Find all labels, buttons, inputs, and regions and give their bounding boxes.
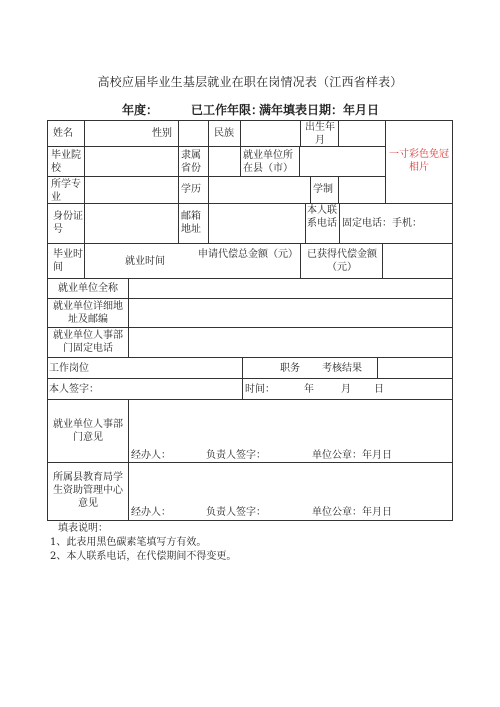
table-line (300, 120, 301, 146)
table-line (128, 278, 129, 357)
table-line (47, 520, 453, 521)
table-line (299, 146, 300, 176)
table-line (452, 120, 453, 521)
evaluation-label: 考核结果 (322, 363, 362, 374)
table-line (47, 120, 48, 521)
table-line (47, 462, 453, 463)
hr-opinion-label: 就业单位人事部门意见 (53, 419, 123, 443)
contact-label: 本人联系电话 (307, 205, 337, 229)
table-line (242, 357, 243, 378)
table-line (128, 399, 129, 521)
phones-field: 固定电话：手机： (342, 218, 422, 229)
position-label: 职务 (280, 363, 300, 374)
month-mark: 月 (341, 384, 351, 395)
name-label: 姓名 (53, 128, 73, 139)
grad-time-label: 毕业时间 (53, 249, 83, 273)
table-line (377, 357, 378, 378)
table-line (47, 357, 453, 358)
county-handler: 经办人： (131, 507, 171, 518)
employer-county-label: 就业单位所在县（市） (243, 150, 293, 174)
table-line (385, 120, 386, 203)
info-form-table (47, 120, 453, 521)
hr-handler: 经办人： (131, 450, 171, 461)
table-line (339, 203, 340, 243)
post-label: 工作岗位 (49, 363, 89, 374)
table-line (208, 176, 209, 203)
birth-label: 出生年月 (305, 122, 335, 146)
table-line (47, 399, 453, 400)
county-leader-sign: 负责人签字： (206, 507, 266, 518)
employ-time-label: 就业时间 (125, 256, 165, 267)
table-line (240, 120, 241, 146)
applied-amount-label: 申请代偿总金额（元） (198, 249, 298, 260)
table-line (208, 120, 209, 146)
table-line (242, 378, 243, 399)
year-mark: 年 (304, 384, 314, 395)
table-line (382, 243, 383, 278)
employer-address-label: 就业单位详细地址及邮编 (53, 301, 123, 325)
signature-label: 本人签字： (49, 384, 99, 395)
subheader-year: 年度： (122, 103, 159, 117)
subheader-work-years: 已工作年限： (191, 103, 264, 117)
table-line (178, 120, 179, 243)
county-opinion-label: 所属县教育局学生资助管理中心意见 (53, 472, 123, 509)
hr-phone-label: 就业单位人事部门固定电话 (53, 330, 123, 354)
table-line (47, 378, 453, 379)
table-line (84, 120, 85, 203)
table-line (305, 203, 306, 243)
photo-placeholder: 一寸彩色免冠相片 (389, 149, 449, 173)
county-stamp-date: 单位公章：年月日 (312, 507, 392, 518)
school-label: 毕业院校 (51, 150, 81, 174)
hr-stamp-date: 单位公章：年月日 (312, 450, 392, 461)
table-line (338, 176, 339, 203)
length-label: 学制 (313, 184, 333, 195)
gender-label: 性别 (152, 128, 172, 139)
table-line (47, 243, 453, 244)
note-item: 2、本人联系电话，在代偿期间不得变更。 (50, 551, 237, 562)
subheader-fill-date: 满年填表日期：年月日 (259, 103, 380, 117)
table-line (208, 203, 209, 243)
table-line (47, 278, 453, 279)
province-label: 隶属省份 (181, 150, 201, 174)
mailing-label: 邮箱地址 (181, 211, 201, 235)
received-amount-label: 已获得代偿金额（元） (307, 249, 377, 273)
employer-name-label: 就业单位全称 (58, 283, 118, 294)
table-line (47, 327, 453, 328)
table-line (47, 203, 453, 204)
table-line (300, 243, 301, 278)
form-title: 高校应届毕业生基层就业在职在岗情况表（江西省样表） (97, 75, 403, 89)
table-line (47, 298, 453, 299)
education-label: 学历 (181, 184, 201, 195)
table-line (310, 176, 311, 203)
notes-heading: 填表说明： (58, 523, 108, 534)
table-line (240, 146, 241, 176)
note-item: 1、此表用黑色碳素笔填写方有效。 (50, 537, 207, 548)
hr-leader-sign: 负责人签字： (206, 450, 266, 461)
table-line (84, 203, 85, 243)
table-line (84, 243, 85, 278)
table-line (47, 120, 453, 121)
id-number-label: 身份证号 (53, 211, 83, 235)
table-line (47, 176, 385, 177)
ethnicity-label: 民族 (214, 128, 234, 139)
table-line (338, 120, 339, 146)
table-line (208, 146, 209, 176)
major-label: 所学专业 (51, 179, 81, 203)
day-mark: 日 (374, 384, 384, 395)
date-label: 时间： (245, 384, 275, 395)
